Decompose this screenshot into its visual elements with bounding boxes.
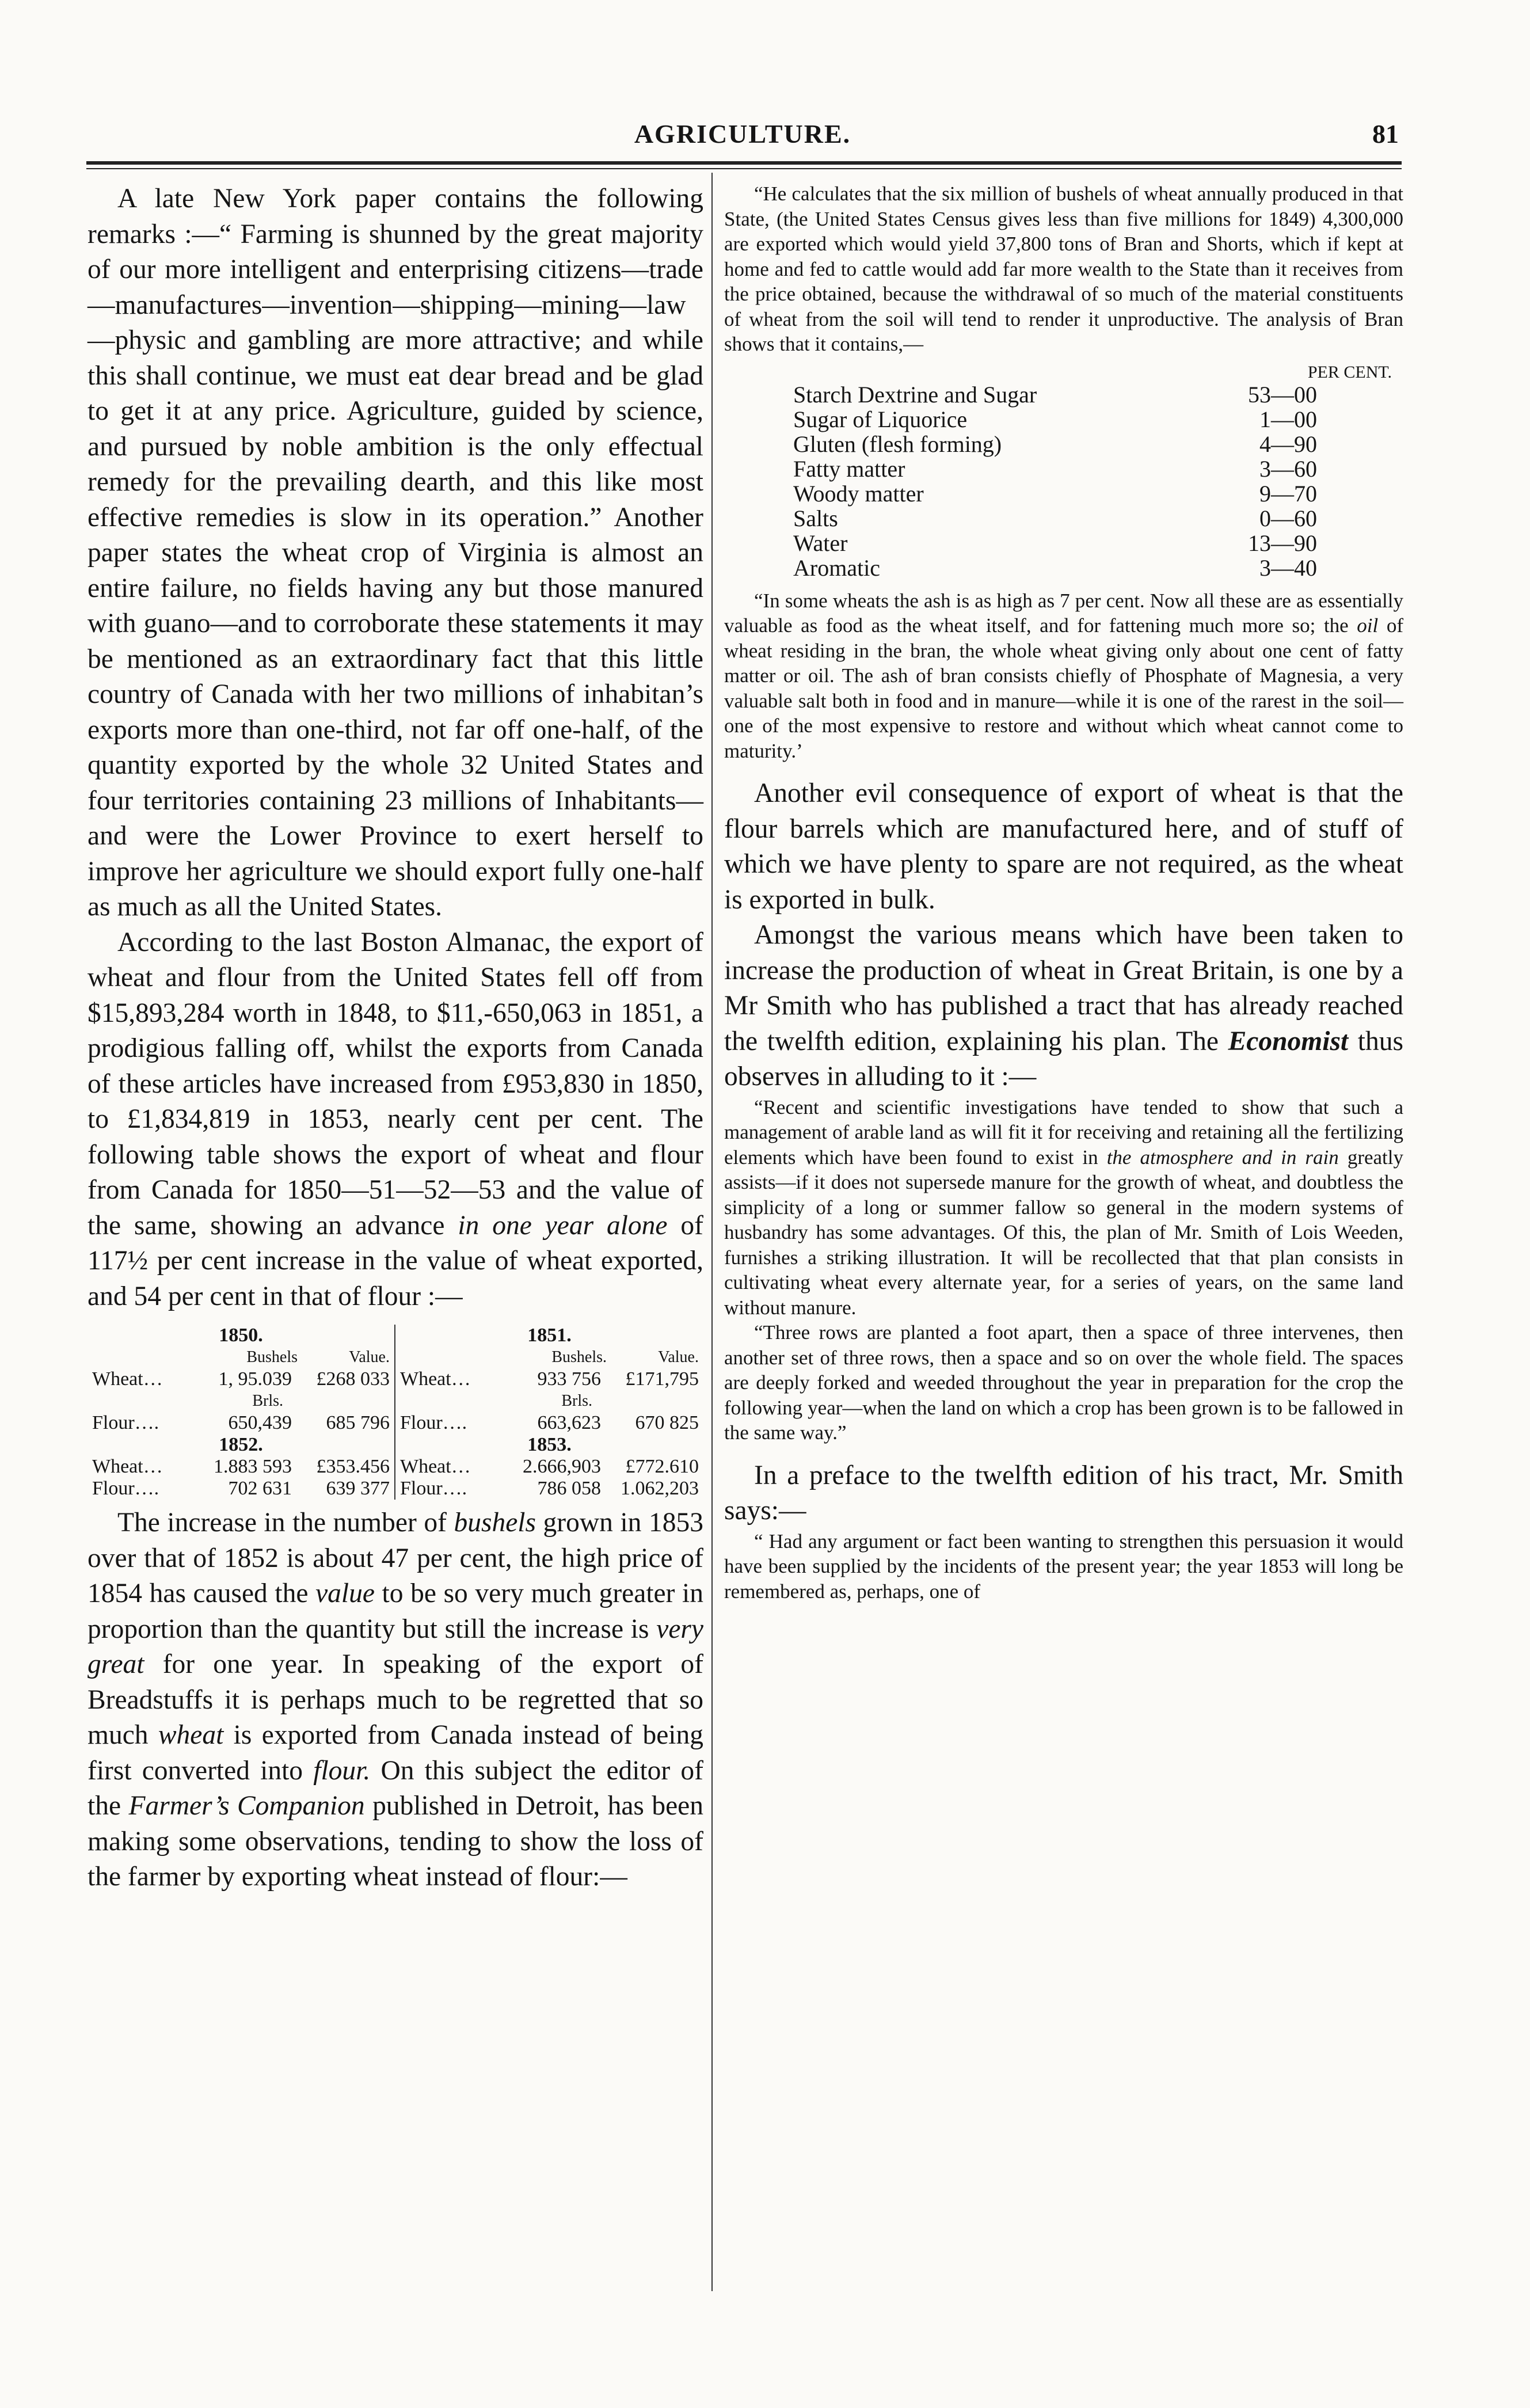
quote-three-rows: “Three rows are planted a foot apart, then a space of three intervenes, then another set of three rows, then a space and so on over the whole field. The spaces are deeply forked and weeded throughout the year in preparation for the crop the following year—when the land on which a crop has been grown is to be fallowed in the same way.” (724, 1321, 1403, 1444)
table-1852: 1852. Wheat… 1.883 593 £353.456 Flour…. 702 631 639 377 (87, 1434, 395, 1500)
table-row: Gluten (flesh forming) 4—90 (793, 431, 1317, 457)
quote-smith: “ Had any argument or fact been wanting to strengthen this persuasion it would have been supplied by the incidents of the present year; the year 1853 will long be remembered as, perhaps, one of (724, 1530, 1403, 1603)
table-row: Starch Dextrine and Sugar 53—00 (793, 381, 1317, 408)
table-1850: 1850. Bushels Value. Wheat… 1, 95.039 £268 033 Brls. Flour…. 650,439 685 796 (87, 1325, 395, 1434)
bran-composition-table (793, 382, 1323, 580)
table-1851: 1851. Bushels. Value. Wheat… 933 756 £171,795 Brls. Flour…. 663,623 670 825 (400, 1325, 699, 1433)
table-1853: 1853. Wheat… 2.666,903 £772.610 Flour…. 786 058 1.062,203 (400, 1434, 699, 1499)
header-rule (86, 161, 1402, 165)
running-title: AGRICULTURE. (634, 119, 851, 149)
header-rule-thin (86, 168, 1402, 169)
quote-bran: “He calculates that the six million of bushels of wheat annually produced in that State, (the United States Census gives less than five millions for 1849) 4,300,000 are exported which would yield 37,800 tons of Bran and Shorts, which if kept at home and fed to cattle would add far more wealth to the State than it receives from the price obtained, because the withdrawal of so much of the material constituents of wheat from the soil will tend to render it unproductive. The analysis of Bran shows that it contains,— (724, 182, 1403, 355)
table-row: Fatty matter 3—60 (793, 455, 1317, 482)
paragraph-boston-almanac: According to the last Boston Almanac, the export of wheat and flour from the United States fell off from $15,893,284 worth in 1848, to $11,-650,063 in 1851, a prodigious falling off, whilst the exports from Canada of these articles have increased from £953,830 in 1850, to £1,834,819 in 1853, nearly cent per cent. The following table shows the export of wheat and flour from Canada for 1850—51—52—53 and the value of the same, showing an advance in one year alone of 117½ per cent increase in the value of wheat exported, and 54 per cent in that of flour :— (87, 927, 703, 1311)
table-row: Salts 0—60 (793, 505, 1317, 531)
export-table (87, 1325, 703, 1500)
paragraph-flour-barrels: Another evil consequence of export of wheat is that the flour barrels which are manufactured here, and of stuff of which we have plenty to spare are not required, as the wheat is exported in bulk. (724, 778, 1403, 915)
paragraph-newyork-paper: A late New York paper contains the following remarks :—“ Farming is shunned by the great majority of our more intelligent and enterprising citizens—trade—manufactures—invention—shipping—mining—law—physic and gambling are more attractive; and while this shall continue, we must eat dear bread and be glad to get it at any price. Agriculture, guided by science, and pursued by noble ambition is the only effectual remedy for the prevailing dearth, and this like most effective remedies is slow in its operation.” Another paper states the wheat crop of Virginia is almost an entire failure, no fields having any but those manured with guano—and to corroborate these statements it may be mentioned as an extraordinary fact that this little country of Canada with her two millions of inhabitan’s exports more than one-third, not far off one-half, of the quantity exported by the whole 32 United States and four territories containing 23 millions of Inhabitants—and were the Lower Province to exert herself to improve her agriculture we should export fully one-half as much as all the United States. (87, 184, 703, 922)
table-row: Sugar of Liquorice 1—00 (793, 406, 1317, 432)
column-divider (711, 173, 713, 2291)
paragraph-mr-smith: Amongst the various means which have been taken to increase the production of wheat in Great Britain, is one by a Mr Smith who has published a tract that has already reached the twelfth edition, explaining his plan. The Economist thus observes in alluding to it :— (724, 920, 1403, 1091)
right-column (724, 181, 1403, 1604)
table-row: Aromatic 3—40 (793, 554, 1317, 581)
per-cent-header: PER CENT. (1307, 362, 1392, 382)
paragraph-increase: The increase in the number of bushels grown in 1853 over that of 1852 is about 47 per cent, the high price of 1854 has caused the value to be so very much greater in proportion than the quantity but still the increase is very great for one year. In speaking of the export of Breadstuffs it is perhaps much to be regretted that so much wheat is exported from Canada instead of being first converted into flour. On this subject the editor of the Farmer’s Companion published in Detroit, has been making some observations, tending to show the loss of the farmer by exporting wheat instead of flour:— (87, 1508, 704, 1892)
quote-economist: “Recent and scientific investigations have tended to show that such a management of arable land as will fit it for receiving and retaining all the fertilizing elements which have been found to exist in the atmosphere and in rain greatly assists—if it does not supersede manure for the growth of wheat, and doubtless the simplicity of a long or summer fallow so general in the modern systems of husbandry has some advantages. Of this, the plan of Mr. Smith of Lois Weeden, furnishes a striking illustration. It will be recollected that that plan consists in cultivating wheat every alternate year, for a series of years, on the same land without manure. (724, 1095, 1403, 1319)
table-row: Water 13—90 (793, 530, 1317, 556)
left-column (87, 181, 703, 1895)
page-header (86, 119, 1399, 153)
paragraph-preface: In a preface to the twelfth edition of his tract, Mr. Smith says:— (724, 1460, 1403, 1526)
page-number: 81 (1372, 119, 1399, 149)
table-row: Woody matter 9—70 (793, 480, 1317, 507)
quote-ash: “In some wheats the ash is as high as 7 per cent. Now all these are as essentially valuable as food as the wheat itself, and for fattening much more so; the oil of wheat residing in the bran, the whole wheat giving only about one cent of fatty matter or oil. The ash of bran consists chiefly of Phosphate of Magnesia, a very valuable salt both in food and in manure—while it is one of the rarest in the soil—one of the most expensive to restore and without which wheat cannot come to maturity.’ (724, 589, 1403, 762)
